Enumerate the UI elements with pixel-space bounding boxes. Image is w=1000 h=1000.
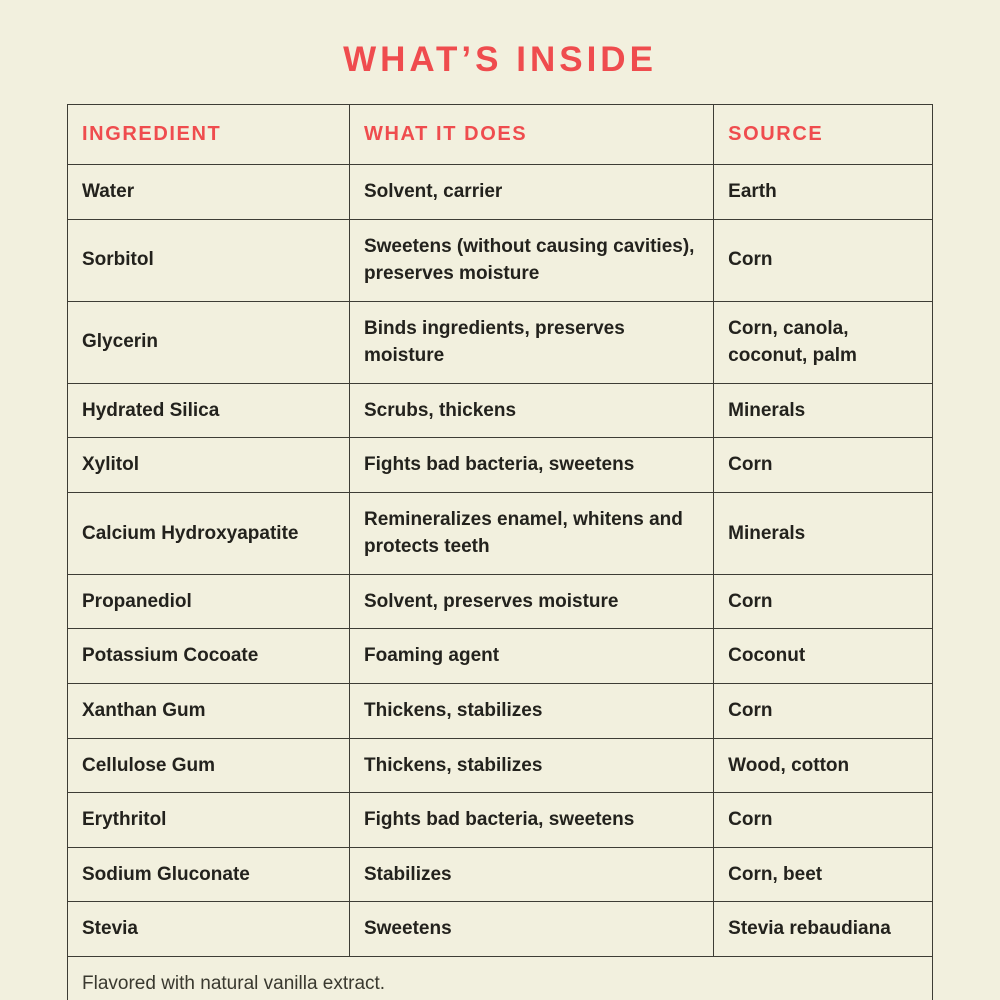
source-cell: Corn [714,219,933,301]
source-cell: Corn [714,438,933,493]
header-row [68,105,933,165]
ingredient-cell: Potassium Cocoate [68,629,350,684]
table-row [68,219,933,301]
table-row [68,847,933,902]
source-cell: Minerals [714,492,933,574]
function-cell: Sweetens [349,902,713,957]
footer-note: Flavored with natural vanilla extract. [68,956,933,1000]
function-cell: Scrubs, thickens [349,383,713,438]
column-header-source: SOURCE [714,105,933,165]
ingredient-cell: Erythritol [68,793,350,848]
ingredient-cell: Sorbitol [68,219,350,301]
function-cell: Fights bad bacteria, sweetens [349,793,713,848]
ingredient-cell: Xanthan Gum [68,684,350,739]
ingredient-cell: Hydrated Silica [68,383,350,438]
ingredient-cell: Calcium Hydroxyapatite [68,492,350,574]
function-cell: Sweetens (without causing cavities), preserves moisture [349,219,713,301]
function-cell: Foaming agent [349,629,713,684]
table-row [68,438,933,493]
function-cell: Fights bad bacteria, sweetens [349,438,713,493]
source-cell: Wood, cotton [714,738,933,793]
ingredient-cell: Sodium Gluconate [68,847,350,902]
source-cell: Corn [714,684,933,739]
source-cell: Corn, beet [714,847,933,902]
source-cell: Coconut [714,629,933,684]
ingredient-cell: Propanediol [68,574,350,629]
ingredient-cell: Glycerin [68,301,350,383]
table-row [68,165,933,220]
function-cell: Remineralizes enamel, whitens and protects teeth [349,492,713,574]
table-row [68,902,933,957]
table-row [68,629,933,684]
table-row [68,793,933,848]
table-row [68,492,933,574]
table-row [68,574,933,629]
function-cell: Stabilizes [349,847,713,902]
function-cell: Solvent, carrier [349,165,713,220]
source-cell: Earth [714,165,933,220]
source-cell: Corn [714,574,933,629]
ingredient-cell: Xylitol [68,438,350,493]
footer-row [68,956,933,1000]
source-cell: Corn [714,793,933,848]
table-row [68,738,933,793]
table-row [68,301,933,383]
column-header-what-it-does: WHAT IT DOES [349,105,713,165]
ingredient-cell: Cellulose Gum [68,738,350,793]
source-cell: Minerals [714,383,933,438]
ingredient-cell: Water [68,165,350,220]
function-cell: Binds ingredients, preserves moisture [349,301,713,383]
ingredients-table-container [67,104,933,1000]
table-row [68,383,933,438]
function-cell: Solvent, preserves moisture [349,574,713,629]
ingredient-cell: Stevia [68,902,350,957]
function-cell: Thickens, stabilizes [349,684,713,739]
ingredients-table [67,104,933,1000]
function-cell: Thickens, stabilizes [349,738,713,793]
source-cell: Stevia rebaudiana [714,902,933,957]
table-row [68,684,933,739]
page-title: WHAT’S INSIDE [343,40,657,79]
column-header-ingredient: INGREDIENT [68,105,350,165]
source-cell: Corn, canola, coconut, palm [714,301,933,383]
